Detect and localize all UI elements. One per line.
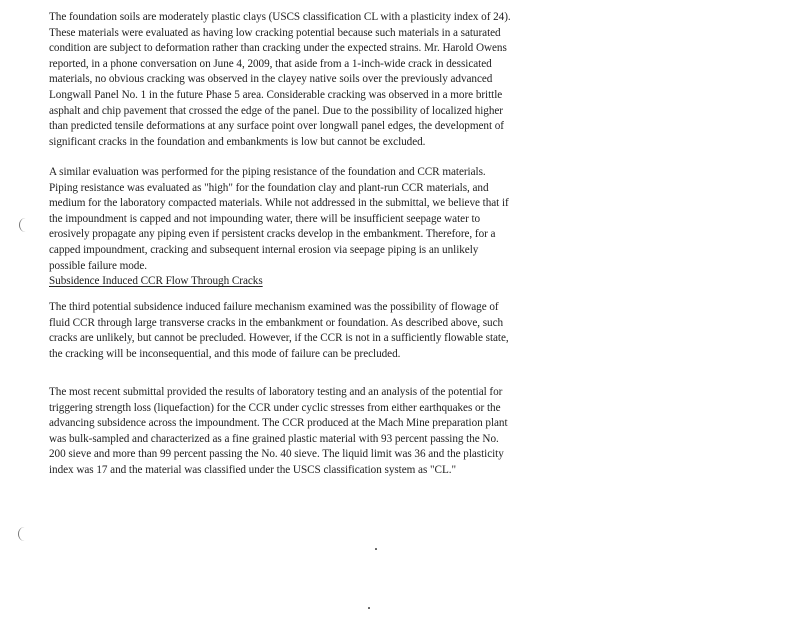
paragraph-piping-resistance: A similar evaluation was performed for the piping resistance of the foundation and CCR materials. Piping resistance was evaluated as "high" for the foundation clay and plant-run CCR materials, and medium for the laboratory compacted materials. While not addressed in the submittal, we believe that if the impoundment is capped and not impounding water, there will be insufficient seepage water to erosively propagate any piping even if persistent cracks develop in the embankment. Therefore, for a capped impoundment, cracking and subsequent internal erosion via seepage piping is an unlikely possible failure mode. <box>49 166 509 272</box>
paragraph-ccr-flowage: The third potential subsidence induced failure mechanism examined was the possibility of flowage of fluid CCR through large transverse cracks in the embankment or foundation. As described above, such cracks are unlikely, but cannot be precluded. However, if the CCR is not in a sufficiently flowable state, the cracking will be inconsequential, and this mode of failure can be precluded. <box>49 301 509 360</box>
paragraph-foundation-soils: The foundation soils are moderately plastic clays (USCS classification CL with a plasticity index of 24). These materials were evaluated as having low cracking potential because such materials in a saturated condition are subject to deformation rather than cracking under the expected strains. Mr. Harold Owens reported, in a phone conversation on June 4, 2009, that aside from a 1-inch-wide crack in dessicated materials, no obvious cracking was observed in the clayey native soils over the previously advanced Longwall Panel No. 1 in the future Phase 5 area. Considerable cracking was observed in a more brittle asphalt and chip pavement that crossed the edge of the panel. Due to the possibility of localized higher than predicted tensile deformations at any surface point over longwall panel edges, the development of significant cracks in the foundation and embankments is low but cannot be excluded. <box>49 11 511 148</box>
scan-speck <box>375 548 377 550</box>
punch-hole-mark <box>19 218 32 232</box>
scan-speck <box>368 607 370 609</box>
paragraph-laboratory-testing: The most recent submittal provided the results of laboratory testing and an analysis of the potential for triggering strength loss (liquefaction) for the CCR under cyclic stresses from either earthquakes or the advancing subsidence across the impoundment. The CCR produced at the Mach Mine preparation plant was bulk-sampled and characterized as a fine grained plastic material with 93 percent passing the No. 200 sieve and more than 99 percent passing the No. 40 sieve. The liquid limit was 36 and the plasticity index was 17 and the material was classified under the USCS classification system as "CL." <box>49 386 508 476</box>
punch-hole-mark <box>18 527 31 541</box>
section-heading-ccr-flow: Subsidence Induced CCR Flow Through Cracks <box>49 275 263 287</box>
